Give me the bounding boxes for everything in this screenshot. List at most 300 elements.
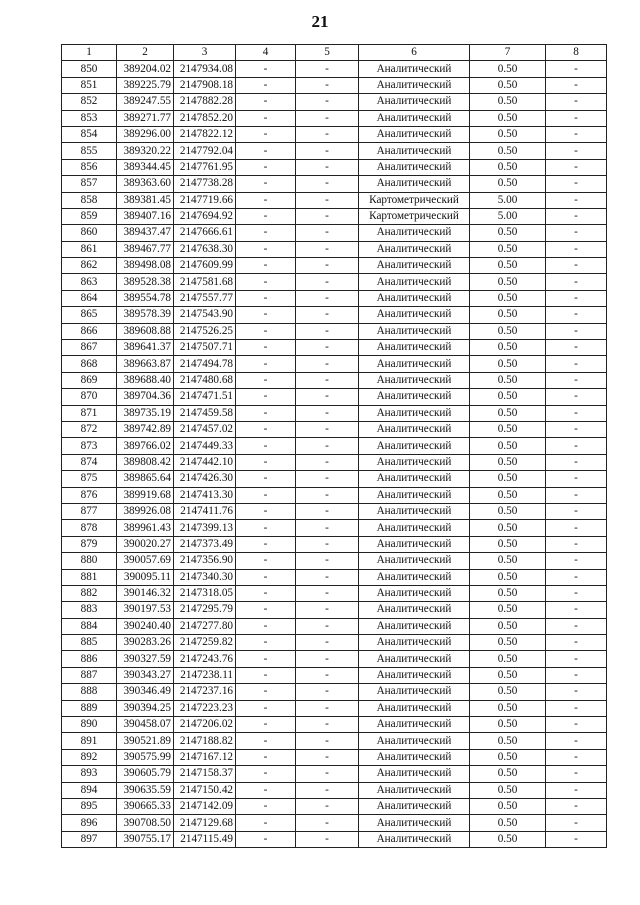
column-4-cell: - xyxy=(236,438,296,454)
column-5-cell: - xyxy=(296,340,359,356)
y-coordinate-cell: 2147237.16 xyxy=(174,684,236,700)
table-row xyxy=(62,356,607,372)
y-coordinate-cell: 2147259.82 xyxy=(174,635,236,651)
column-8-cell: - xyxy=(546,192,607,208)
accuracy-cell: 0.50 xyxy=(470,602,546,618)
table-row xyxy=(62,553,607,569)
column-5-cell: - xyxy=(296,831,359,847)
column-8-cell: - xyxy=(546,503,607,519)
accuracy-cell: 0.50 xyxy=(470,700,546,716)
table-row xyxy=(62,225,607,241)
accuracy-cell: 0.50 xyxy=(470,815,546,831)
method-cell: Аналитический xyxy=(359,487,470,503)
table-row xyxy=(62,372,607,388)
point-number-cell: 857 xyxy=(62,176,117,192)
point-number-cell: 862 xyxy=(62,258,117,274)
y-coordinate-cell: 2147557.77 xyxy=(174,290,236,306)
accuracy-cell: 0.50 xyxy=(470,684,546,700)
table-row xyxy=(62,831,607,847)
column-5-cell: - xyxy=(296,618,359,634)
y-coordinate-cell: 2147449.33 xyxy=(174,438,236,454)
point-number-cell: 863 xyxy=(62,274,117,290)
column-8-cell: - xyxy=(546,700,607,716)
accuracy-cell: 0.50 xyxy=(470,749,546,765)
table-row xyxy=(62,733,607,749)
accuracy-cell: 0.50 xyxy=(470,635,546,651)
x-coordinate-cell: 389578.39 xyxy=(117,307,174,323)
y-coordinate-cell: 2147243.76 xyxy=(174,651,236,667)
table-row xyxy=(62,61,607,77)
table-row xyxy=(62,307,607,323)
x-coordinate-cell: 389663.87 xyxy=(117,356,174,372)
column-header: 8 xyxy=(546,45,607,61)
method-cell: Аналитический xyxy=(359,536,470,552)
column-5-cell: - xyxy=(296,225,359,241)
method-cell: Аналитический xyxy=(359,684,470,700)
table-row xyxy=(62,749,607,765)
point-number-cell: 892 xyxy=(62,749,117,765)
y-coordinate-cell: 2147206.02 xyxy=(174,717,236,733)
y-coordinate-cell: 2147822.12 xyxy=(174,126,236,142)
point-number-cell: 875 xyxy=(62,471,117,487)
column-5-cell: - xyxy=(296,61,359,77)
point-number-cell: 855 xyxy=(62,143,117,159)
method-cell: Аналитический xyxy=(359,618,470,634)
column-8-cell: - xyxy=(546,356,607,372)
point-number-cell: 865 xyxy=(62,307,117,323)
column-8-cell: - xyxy=(546,340,607,356)
column-4-cell: - xyxy=(236,340,296,356)
column-header: 3 xyxy=(174,45,236,61)
column-5-cell: - xyxy=(296,405,359,421)
table-row xyxy=(62,290,607,306)
table-row xyxy=(62,471,607,487)
column-5-cell: - xyxy=(296,77,359,93)
method-cell: Аналитический xyxy=(359,258,470,274)
column-5-cell: - xyxy=(296,503,359,519)
y-coordinate-cell: 2147738.28 xyxy=(174,176,236,192)
x-coordinate-cell: 389467.77 xyxy=(117,241,174,257)
method-cell: Аналитический xyxy=(359,520,470,536)
accuracy-cell: 0.50 xyxy=(470,143,546,159)
table-row xyxy=(62,651,607,667)
column-5-cell: - xyxy=(296,471,359,487)
method-cell: Аналитический xyxy=(359,274,470,290)
y-coordinate-cell: 2147908.18 xyxy=(174,77,236,93)
method-cell: Аналитический xyxy=(359,94,470,110)
x-coordinate-cell: 389363.60 xyxy=(117,176,174,192)
method-cell: Аналитический xyxy=(359,798,470,814)
y-coordinate-cell: 2147852.20 xyxy=(174,110,236,126)
column-4-cell: - xyxy=(236,323,296,339)
x-coordinate-cell: 390146.32 xyxy=(117,585,174,601)
column-8-cell: - xyxy=(546,389,607,405)
table-row xyxy=(62,241,607,257)
point-number-cell: 881 xyxy=(62,569,117,585)
method-cell: Аналитический xyxy=(359,421,470,437)
point-number-cell: 870 xyxy=(62,389,117,405)
column-8-cell: - xyxy=(546,126,607,142)
y-coordinate-cell: 2147295.79 xyxy=(174,602,236,618)
point-number-cell: 885 xyxy=(62,635,117,651)
point-number-cell: 896 xyxy=(62,815,117,831)
point-number-cell: 864 xyxy=(62,290,117,306)
column-header: 4 xyxy=(236,45,296,61)
y-coordinate-cell: 2147413.30 xyxy=(174,487,236,503)
column-8-cell: - xyxy=(546,323,607,339)
column-4-cell: - xyxy=(236,717,296,733)
column-5-cell: - xyxy=(296,520,359,536)
y-coordinate-cell: 2147792.04 xyxy=(174,143,236,159)
column-4-cell: - xyxy=(236,733,296,749)
table-row xyxy=(62,569,607,585)
column-8-cell: - xyxy=(546,618,607,634)
column-4-cell: - xyxy=(236,635,296,651)
point-number-cell: 873 xyxy=(62,438,117,454)
y-coordinate-cell: 2147457.02 xyxy=(174,421,236,437)
accuracy-cell: 0.50 xyxy=(470,618,546,634)
accuracy-cell: 0.50 xyxy=(470,471,546,487)
accuracy-cell: 0.50 xyxy=(470,454,546,470)
accuracy-cell: 0.50 xyxy=(470,307,546,323)
y-coordinate-cell: 2147507.71 xyxy=(174,340,236,356)
point-number-cell: 891 xyxy=(62,733,117,749)
accuracy-cell: 0.50 xyxy=(470,356,546,372)
accuracy-cell: 0.50 xyxy=(470,487,546,503)
x-coordinate-cell: 389688.40 xyxy=(117,372,174,388)
column-8-cell: - xyxy=(546,553,607,569)
page-number: 21 xyxy=(311,12,329,31)
x-coordinate-cell: 389926.08 xyxy=(117,503,174,519)
y-coordinate-cell: 2147609.99 xyxy=(174,258,236,274)
point-number-cell: 877 xyxy=(62,503,117,519)
y-coordinate-cell: 2147694.92 xyxy=(174,208,236,224)
column-5-cell: - xyxy=(296,454,359,470)
point-number-cell: 894 xyxy=(62,782,117,798)
column-4-cell: - xyxy=(236,667,296,683)
table-row xyxy=(62,667,607,683)
column-8-cell: - xyxy=(546,749,607,765)
method-cell: Аналитический xyxy=(359,438,470,454)
accuracy-cell: 0.50 xyxy=(470,798,546,814)
method-cell: Аналитический xyxy=(359,782,470,798)
column-8-cell: - xyxy=(546,667,607,683)
column-5-cell: - xyxy=(296,667,359,683)
method-cell: Аналитический xyxy=(359,503,470,519)
x-coordinate-cell: 389742.89 xyxy=(117,421,174,437)
y-coordinate-cell: 2147459.58 xyxy=(174,405,236,421)
table-row xyxy=(62,438,607,454)
accuracy-cell: 0.50 xyxy=(470,717,546,733)
point-number-cell: 854 xyxy=(62,126,117,142)
x-coordinate-cell: 390240.40 xyxy=(117,618,174,634)
method-cell: Аналитический xyxy=(359,815,470,831)
table-row xyxy=(62,94,607,110)
column-4-cell: - xyxy=(236,421,296,437)
column-5-cell: - xyxy=(296,602,359,618)
x-coordinate-cell: 390665.33 xyxy=(117,798,174,814)
x-coordinate-cell: 389641.37 xyxy=(117,340,174,356)
point-number-cell: 853 xyxy=(62,110,117,126)
column-8-cell: - xyxy=(546,602,607,618)
table-row xyxy=(62,340,607,356)
table-row xyxy=(62,536,607,552)
column-4-cell: - xyxy=(236,225,296,241)
method-cell: Аналитический xyxy=(359,405,470,421)
y-coordinate-cell: 2147882.28 xyxy=(174,94,236,110)
accuracy-cell: 0.50 xyxy=(470,520,546,536)
column-4-cell: - xyxy=(236,176,296,192)
x-coordinate-cell: 389704.36 xyxy=(117,389,174,405)
x-coordinate-cell: 389808.42 xyxy=(117,454,174,470)
y-coordinate-cell: 2147188.82 xyxy=(174,733,236,749)
accuracy-cell: 0.50 xyxy=(470,77,546,93)
column-8-cell: - xyxy=(546,569,607,585)
y-coordinate-cell: 2147480.68 xyxy=(174,372,236,388)
method-cell: Аналитический xyxy=(359,471,470,487)
method-cell: Аналитический xyxy=(359,553,470,569)
accuracy-cell: 0.50 xyxy=(470,585,546,601)
y-coordinate-cell: 2147666.61 xyxy=(174,225,236,241)
point-number-cell: 858 xyxy=(62,192,117,208)
column-8-cell: - xyxy=(546,487,607,503)
y-coordinate-cell: 2147373.49 xyxy=(174,536,236,552)
column-5-cell: - xyxy=(296,389,359,405)
column-4-cell: - xyxy=(236,815,296,831)
column-header: 6 xyxy=(359,45,470,61)
x-coordinate-cell: 390020.27 xyxy=(117,536,174,552)
x-coordinate-cell: 389437.47 xyxy=(117,225,174,241)
y-coordinate-cell: 2147167.12 xyxy=(174,749,236,765)
column-8-cell: - xyxy=(546,208,607,224)
point-number-cell: 852 xyxy=(62,94,117,110)
point-number-cell: 878 xyxy=(62,520,117,536)
point-number-cell: 883 xyxy=(62,602,117,618)
accuracy-cell: 0.50 xyxy=(470,323,546,339)
x-coordinate-cell: 389344.45 xyxy=(117,159,174,175)
point-number-cell: 872 xyxy=(62,421,117,437)
x-coordinate-cell: 390197.53 xyxy=(117,602,174,618)
point-number-cell: 880 xyxy=(62,553,117,569)
x-coordinate-cell: 389381.45 xyxy=(117,192,174,208)
column-4-cell: - xyxy=(236,766,296,782)
table-row xyxy=(62,454,607,470)
method-cell: Аналитический xyxy=(359,749,470,765)
column-5-cell: - xyxy=(296,782,359,798)
column-5-cell: - xyxy=(296,749,359,765)
column-4-cell: - xyxy=(236,389,296,405)
y-coordinate-cell: 2147761.95 xyxy=(174,159,236,175)
accuracy-cell: 0.50 xyxy=(470,340,546,356)
x-coordinate-cell: 389320.22 xyxy=(117,143,174,159)
point-number-cell: 889 xyxy=(62,700,117,716)
column-8-cell: - xyxy=(546,258,607,274)
accuracy-cell: 0.50 xyxy=(470,258,546,274)
y-coordinate-cell: 2147526.25 xyxy=(174,323,236,339)
column-4-cell: - xyxy=(236,651,296,667)
column-4-cell: - xyxy=(236,356,296,372)
table-row xyxy=(62,176,607,192)
table-header-row xyxy=(62,45,607,61)
column-5-cell: - xyxy=(296,356,359,372)
point-number-cell: 859 xyxy=(62,208,117,224)
x-coordinate-cell: 389204.02 xyxy=(117,61,174,77)
column-8-cell: - xyxy=(546,635,607,651)
accuracy-cell: 0.50 xyxy=(470,438,546,454)
table-row xyxy=(62,717,607,733)
y-coordinate-cell: 2147340.30 xyxy=(174,569,236,585)
column-5-cell: - xyxy=(296,798,359,814)
method-cell: Аналитический xyxy=(359,110,470,126)
column-4-cell: - xyxy=(236,290,296,306)
accuracy-cell: 0.50 xyxy=(470,536,546,552)
x-coordinate-cell: 390327.59 xyxy=(117,651,174,667)
column-4-cell: - xyxy=(236,126,296,142)
point-number-cell: 888 xyxy=(62,684,117,700)
column-5-cell: - xyxy=(296,569,359,585)
table-row xyxy=(62,684,607,700)
table-row xyxy=(62,766,607,782)
column-4-cell: - xyxy=(236,782,296,798)
table-row xyxy=(62,389,607,405)
column-5-cell: - xyxy=(296,241,359,257)
y-coordinate-cell: 2147934.08 xyxy=(174,61,236,77)
column-4-cell: - xyxy=(236,372,296,388)
method-cell: Аналитический xyxy=(359,340,470,356)
y-coordinate-cell: 2147494.78 xyxy=(174,356,236,372)
column-8-cell: - xyxy=(546,536,607,552)
accuracy-cell: 5.00 xyxy=(470,192,546,208)
column-4-cell: - xyxy=(236,61,296,77)
table-row xyxy=(62,143,607,159)
accuracy-cell: 0.50 xyxy=(470,782,546,798)
point-number-cell: 866 xyxy=(62,323,117,339)
table-row xyxy=(62,77,607,93)
column-5-cell: - xyxy=(296,323,359,339)
column-4-cell: - xyxy=(236,208,296,224)
accuracy-cell: 0.50 xyxy=(470,110,546,126)
column-8-cell: - xyxy=(546,290,607,306)
x-coordinate-cell: 390346.49 xyxy=(117,684,174,700)
column-8-cell: - xyxy=(546,421,607,437)
x-coordinate-cell: 389608.88 xyxy=(117,323,174,339)
column-8-cell: - xyxy=(546,471,607,487)
table-row xyxy=(62,700,607,716)
x-coordinate-cell: 390095.11 xyxy=(117,569,174,585)
point-number-cell: 895 xyxy=(62,798,117,814)
column-8-cell: - xyxy=(546,454,607,470)
x-coordinate-cell: 389865.64 xyxy=(117,471,174,487)
method-cell: Аналитический xyxy=(359,700,470,716)
x-coordinate-cell: 389554.78 xyxy=(117,290,174,306)
column-5-cell: - xyxy=(296,143,359,159)
x-coordinate-cell: 389735.19 xyxy=(117,405,174,421)
x-coordinate-cell: 390343.27 xyxy=(117,667,174,683)
accuracy-cell: 0.50 xyxy=(470,831,546,847)
column-4-cell: - xyxy=(236,749,296,765)
column-8-cell: - xyxy=(546,815,607,831)
point-number-cell: 884 xyxy=(62,618,117,634)
accuracy-cell: 0.50 xyxy=(470,241,546,257)
column-4-cell: - xyxy=(236,143,296,159)
y-coordinate-cell: 2147411.76 xyxy=(174,503,236,519)
column-5-cell: - xyxy=(296,110,359,126)
column-5-cell: - xyxy=(296,766,359,782)
column-5-cell: - xyxy=(296,94,359,110)
method-cell: Картометрический xyxy=(359,192,470,208)
column-8-cell: - xyxy=(546,94,607,110)
column-8-cell: - xyxy=(546,372,607,388)
y-coordinate-cell: 2147129.68 xyxy=(174,815,236,831)
column-5-cell: - xyxy=(296,192,359,208)
y-coordinate-cell: 2147719.66 xyxy=(174,192,236,208)
y-coordinate-cell: 2147638.30 xyxy=(174,241,236,257)
column-5-cell: - xyxy=(296,487,359,503)
x-coordinate-cell: 389247.55 xyxy=(117,94,174,110)
accuracy-cell: 0.50 xyxy=(470,553,546,569)
y-coordinate-cell: 2147543.90 xyxy=(174,307,236,323)
x-coordinate-cell: 390575.99 xyxy=(117,749,174,765)
y-coordinate-cell: 2147142.09 xyxy=(174,798,236,814)
accuracy-cell: 0.50 xyxy=(470,389,546,405)
column-5-cell: - xyxy=(296,651,359,667)
column-5-cell: - xyxy=(296,421,359,437)
accuracy-cell: 5.00 xyxy=(470,208,546,224)
x-coordinate-cell: 389225.79 xyxy=(117,77,174,93)
method-cell: Аналитический xyxy=(359,225,470,241)
y-coordinate-cell: 2147356.90 xyxy=(174,553,236,569)
method-cell: Аналитический xyxy=(359,143,470,159)
column-5-cell: - xyxy=(296,307,359,323)
accuracy-cell: 0.50 xyxy=(470,61,546,77)
column-8-cell: - xyxy=(546,651,607,667)
column-4-cell: - xyxy=(236,258,296,274)
y-coordinate-cell: 2147426.30 xyxy=(174,471,236,487)
table-row xyxy=(62,126,607,142)
method-cell: Аналитический xyxy=(359,176,470,192)
accuracy-cell: 0.50 xyxy=(470,569,546,585)
column-5-cell: - xyxy=(296,176,359,192)
x-coordinate-cell: 390283.26 xyxy=(117,635,174,651)
column-8-cell: - xyxy=(546,405,607,421)
point-number-cell: 867 xyxy=(62,340,117,356)
point-number-cell: 886 xyxy=(62,651,117,667)
column-5-cell: - xyxy=(296,733,359,749)
column-5-cell: - xyxy=(296,438,359,454)
method-cell: Аналитический xyxy=(359,290,470,306)
column-8-cell: - xyxy=(546,585,607,601)
point-number-cell: 897 xyxy=(62,831,117,847)
accuracy-cell: 0.50 xyxy=(470,651,546,667)
method-cell: Аналитический xyxy=(359,159,470,175)
table-row xyxy=(62,798,607,814)
y-coordinate-cell: 2147399.13 xyxy=(174,520,236,536)
table-row xyxy=(62,421,607,437)
column-header: 1 xyxy=(62,45,117,61)
table-row xyxy=(62,618,607,634)
column-4-cell: - xyxy=(236,110,296,126)
x-coordinate-cell: 389296.00 xyxy=(117,126,174,142)
x-coordinate-cell: 389271.77 xyxy=(117,110,174,126)
accuracy-cell: 0.50 xyxy=(470,421,546,437)
method-cell: Аналитический xyxy=(359,831,470,847)
column-4-cell: - xyxy=(236,831,296,847)
column-4-cell: - xyxy=(236,798,296,814)
x-coordinate-cell: 389766.02 xyxy=(117,438,174,454)
method-cell: Аналитический xyxy=(359,585,470,601)
column-4-cell: - xyxy=(236,585,296,601)
method-cell: Аналитический xyxy=(359,389,470,405)
